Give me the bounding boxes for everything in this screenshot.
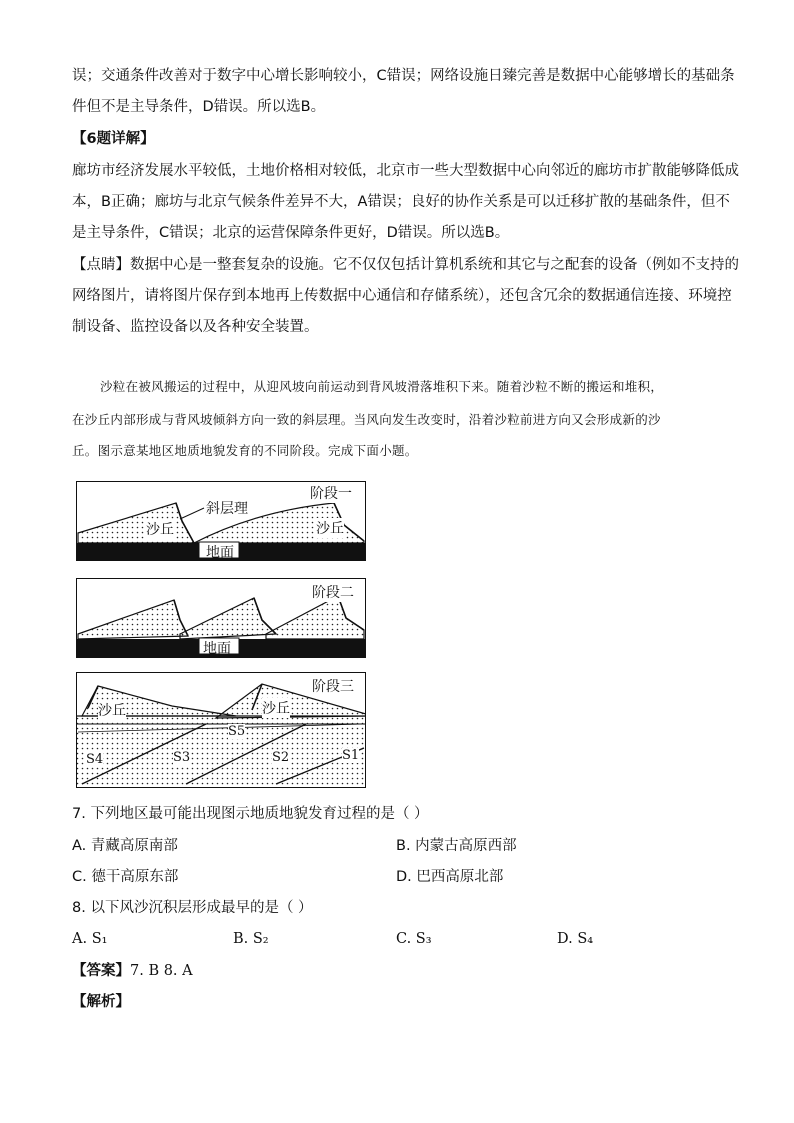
answer-line: [72, 961, 193, 981]
text-line: 误；交通条件改善对于数字中心增长影响较小，C错误；网络设施日臻完善是数据中心能够增长的基础条: [72, 68, 735, 84]
question-7-stem: 7. 下列地区最可能出现图示地质地貌发育过程的是（ ）: [72, 806, 429, 822]
text-line: 是主导条件，C错误；北京的运营保障条件更好，D错误。所以选B。: [72, 225, 510, 241]
stage-title: 阶段三: [310, 676, 356, 696]
label-dune: 沙丘: [262, 698, 290, 718]
q7-option-a: A. 青藏高原南部: [72, 838, 178, 854]
answer-text: 7. B 8. A: [130, 963, 193, 979]
label-dune: 沙丘: [98, 700, 126, 720]
label-s1: S1: [342, 748, 360, 763]
stage-title: 阶段二: [310, 582, 356, 602]
label-dune: 沙丘: [316, 518, 344, 538]
label-s5: S5: [228, 724, 246, 739]
label-ground: 地面: [206, 545, 234, 561]
label-ground: 地面: [203, 641, 231, 657]
label-cross-bedding: 斜层理: [206, 498, 248, 518]
label-s3: S3: [173, 750, 191, 765]
q7-option-d: D. 巴西高原北部: [396, 869, 504, 885]
text-line: 廊坊市经济发展水平较低，土地价格相对较低，北京市一些大型数据中心向邻近的廊坊市扩散能够降低成: [72, 163, 739, 179]
q8-option-b: B. S₂: [233, 931, 269, 947]
label-s2: S2: [272, 750, 290, 765]
analysis-label: 【解析】: [72, 994, 130, 1010]
q8-option-d: D. S₄: [557, 931, 594, 947]
text-line-tip: 【点睛】数据中心是一整套复杂的设施。它不仅仅包括计算机系统和其它与之配套的设备（例如不支持的: [72, 257, 739, 273]
text-line: 件但不是主导条件，D错误。所以选B。: [72, 99, 326, 115]
label-dune: 沙丘: [146, 519, 174, 539]
intro-line: 在沙丘内部形成与背风坡倾斜方向一致的斜层理。当风向发生改变时，沿着沙粒前进方向又会形成新的沙: [72, 412, 661, 427]
text-line: 网络图片，请将图片保存到本地再上传数据中心通信和存储系统），还包含冗余的数据通信连接、环境控: [72, 288, 732, 304]
label-s4: S4: [86, 752, 104, 767]
q8-option-a: A. S₁: [72, 931, 108, 947]
figure-stage-2: [76, 578, 366, 668]
intro-line: 沙粒在被风搬运的过程中，从迎风坡向前运动到背风坡滑落堆积下来。随着沙粒不断的搬运和堆积，: [100, 379, 664, 394]
figure-stage-3: [76, 672, 366, 788]
q8-option-c: C. S₃: [396, 931, 432, 947]
text-line: 制设备、监控设备以及各种安全装置。: [72, 319, 319, 335]
q7-option-b: B. 内蒙古高原西部: [396, 838, 517, 854]
figure-stage-1: [76, 481, 366, 571]
stage-title: 阶段一: [308, 483, 354, 503]
answer-label: 【答案】: [72, 963, 130, 979]
text-line: 本，B正确；廊坊与北京气候条件差异不大，A错误；良好的协作关系是可以迁移扩散的基础条件，但不: [72, 194, 730, 210]
question-8-stem: 8. 以下风沙沉积层形成最早的是（ ）: [72, 900, 313, 916]
q7-option-c: C. 德干高原东部: [72, 869, 179, 885]
intro-line: 丘。图示意某地区地质地貌发育的不同阶段。完成下面小题。: [72, 443, 418, 458]
section-heading-q6: 【6题详解】: [72, 131, 155, 147]
